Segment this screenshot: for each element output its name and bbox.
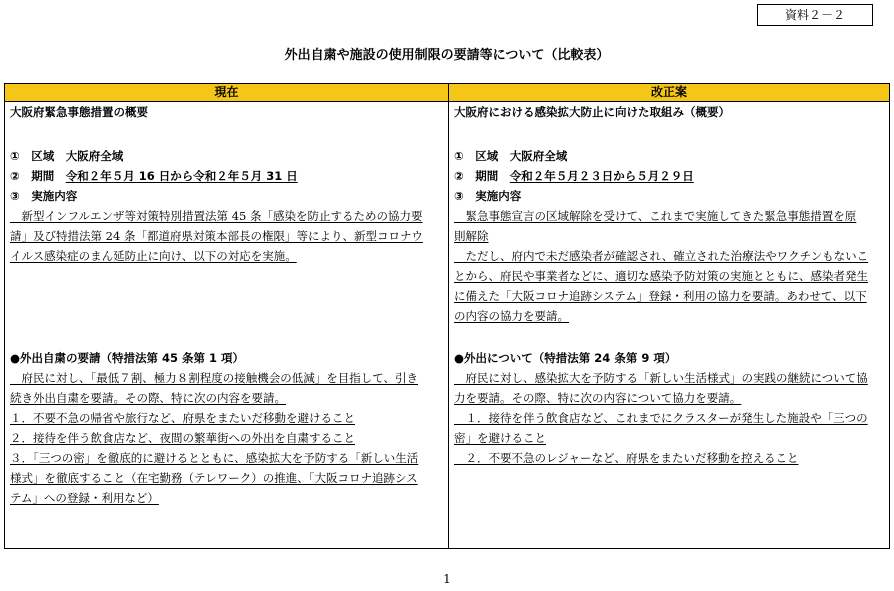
current-list-item: ２．接待を伴う飲食店など、夜間の繁華街への外出を自粛すること [10, 431, 355, 445]
revised-list-item: １．接待を伴う飲食店など、これまでにクラスターが発生した施設や「三つの [454, 411, 868, 425]
current-area: ① 区域 大阪府全域 [10, 149, 124, 163]
current-period [10, 168, 298, 184]
revised-column-header: 改正案 [449, 84, 889, 102]
document-label: 資料２－２ [757, 4, 873, 26]
revised-body-line: ただし、府内で未だ感染者が確認され、確立された治療法やワクチンもないこ [454, 249, 869, 263]
current-period-label: ② 期間 [10, 169, 66, 183]
current-body-line: 新型インフルエンザ等対策特別措置法第 45 条「感染を防止するための協力要 [10, 209, 423, 223]
current-period-value: 令和２年５月 16 日から令和２年５月 31 日 [65, 169, 298, 183]
revised-body-line: 則解除 [454, 229, 489, 243]
revised-period-label: ② 期間 [454, 169, 510, 183]
page-title: 外出自粛や施設の使用制限の要請等について（比較表） [284, 48, 610, 63]
revised-area: ① 区域 大阪府全域 [454, 149, 568, 163]
revised-body-line: の内容の協力を要請。 [454, 309, 569, 323]
revised-section-title: ●外出について（特措法第 24 条第 9 項） [454, 351, 677, 365]
revised-body-line: 緊急事態宣言の区域解除を受けて、これまで実施してきた緊急事態措置を原 [454, 209, 857, 223]
current-request-line: 府民に対し、「最低７割、極力８割程度の接触機会の低減」を目指して、引き [10, 371, 419, 385]
page-number: 1 [443, 572, 451, 586]
revised-period [454, 168, 694, 184]
current-list-item: テム」への登録・利用など） [10, 491, 159, 505]
revised-list-item: 密」を避けること [454, 431, 546, 445]
revised-heading: 大阪府における感染拡大防止に向けた取組み（概要） [454, 105, 730, 119]
current-body-line: イルス感染症のまん延防止に向け、以下の対応を実施。 [10, 249, 297, 263]
current-section-title: ●外出自粛の要請（特措法第 45 条第 1 項） [10, 351, 245, 365]
current-content-title: ③ 実施内容 [10, 189, 78, 203]
revised-content-title: ③ 実施内容 [454, 189, 522, 203]
current-column-header: 現在 [5, 84, 448, 102]
revised-body-line: に備えた「大阪コロナ追跡システム」登録・利用の協力を要請。あわせて、以下 [454, 289, 867, 303]
column-divider [448, 84, 449, 548]
revised-list-item: ２．不要不急のレジャーなど、府県をまたいだ移動を控えること [454, 451, 799, 465]
revised-request-line: 力を要請。その際、特に次の内容について協力を要請。 [454, 391, 742, 405]
current-list-item: １．不要不急の帰省や旅行など、府県をまたいだ移動を避けること [10, 411, 355, 425]
current-heading: 大阪府緊急事態措置の概要 [10, 105, 148, 119]
current-request-line: 続き外出自粛を要請。その際、特に次の内容を要請。 [10, 391, 286, 405]
current-list-item: ３．「三つの密」を徹底的に避けるとともに、感染拡大を予防する「新しい生活 [10, 451, 419, 465]
revised-body-line: とから、府民や事業者などに、適切な感染予防対策の実施とともに、感染者発生 [454, 269, 868, 283]
comparison-table [4, 83, 890, 549]
current-list-item: 様式」を徹底すること（在宅勤務（テレワーク）の推進、「大阪コロナ追跡シス [10, 471, 418, 485]
revised-period-value: 令和２年５月２３日から５月２９日 [509, 169, 694, 183]
revised-request-line: 府民に対し、感染拡大を予防する「新しい生活様式」の実践の継続について協 [454, 371, 868, 385]
current-body-line: 請」及び特措法第 24 条「都道府県対策本部長の権限」等により、新型コロナウ [10, 229, 423, 243]
